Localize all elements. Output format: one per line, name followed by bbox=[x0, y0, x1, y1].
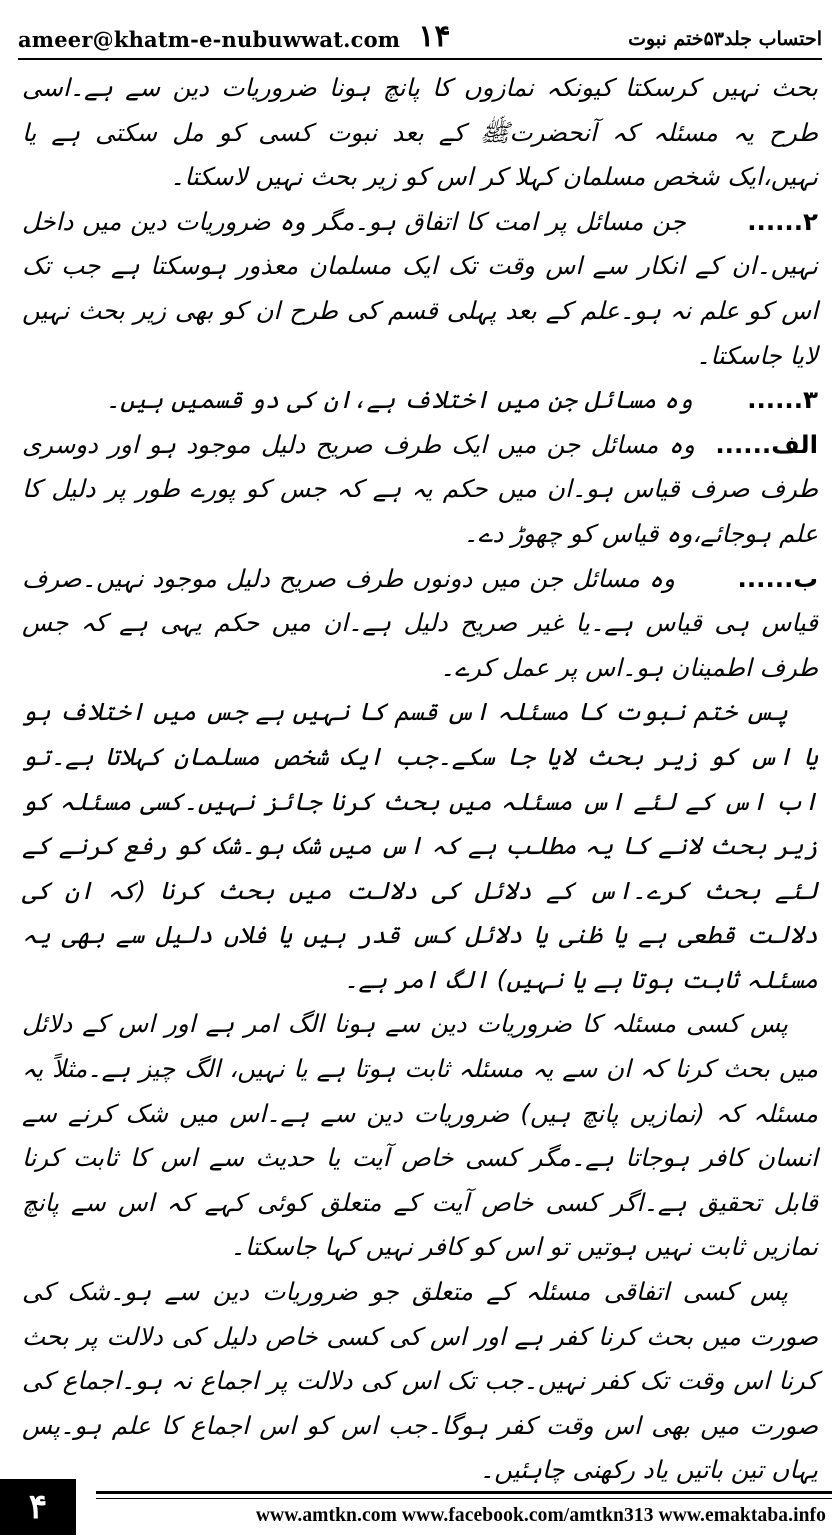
paragraph-8 bbox=[22, 1270, 818, 1493]
footer-rule-thick bbox=[96, 1491, 832, 1494]
header-left-group bbox=[18, 19, 451, 58]
page-number: ۱۴ bbox=[418, 19, 451, 54]
paragraph-text: پس کسی مسئلہ کا ضروریات دین سے ہونا الگ امر ہے اور اس کے دلائل میں بحث کرنا کہ ان سے یہ مسئلہ ثابت ہوتا ہے یا نہیں، الگ چیز ہے۔مثلاً یہ مسئلہ کہ (نمازیں پانچ ہیں) ضروریات دین سے ہے۔اس میں شک کرنے سے انسان کافر ہوجاتا ہے۔مگر کسی خاص آیت یا حدیث سے اس کا ثابت کرنا قابل تحقیق ہے۔اگر کسی خاص آیت کے متعلق کوئی کہے کہ اس سے پانچ نمازیں ثابت نہیں ہوتیں تو اس کو کافر نہیں کہا جاسکتا۔ bbox=[22, 1009, 818, 1262]
paragraph-text: پس کسی اتفاقی مسئلہ کے متعلق جو ضروریات دین سے ہو۔شک کی صورت میں بحث کرنا کفر ہے اور اس کی کسی خاص دلیل کی دلالت پر بحث کرنا اس وقت تک کفر نہیں۔جب تک اس کی دلالت پر اجماع نہ ہو۔اجماع کی صورت میں بھی اس وقت کفر ہوگا۔جب اس کو اس اجماع کا علم ہو۔پس یہاں تین باتیں یاد رکھنی چاہئیں۔ bbox=[22, 1277, 818, 1485]
paragraph-4 bbox=[22, 423, 818, 557]
page-header bbox=[18, 0, 822, 60]
paragraph-text: وہ مسائل جن میں اختلاف ہے،ان کی دو قسمیں ہیں۔ bbox=[105, 385, 693, 415]
paragraph-text: جن مسائل پر امت کا اتفاق ہو۔مگر وہ ضروریات دین میں داخل نہیں۔ان کے انکار سے اس وقت تک ایک مسلمان معذور ہوسکتا ہے جب تک اس کو علم نہ ہو۔علم کے بعد پہلی قسم کی طرح ان کو بھی زیر بحث نہیں لایا جاسکتا۔ bbox=[22, 206, 818, 370]
page-footer bbox=[0, 1478, 840, 1536]
paragraph-1 bbox=[22, 66, 818, 200]
list-marker: ۳...... bbox=[747, 385, 818, 415]
paragraph-3 bbox=[22, 378, 818, 423]
footer-rule-thin bbox=[96, 1498, 832, 1499]
paragraph-text: پس ختم نبوت کا مسئلہ اس قسم کا نہیں ہے جس میں اختلاف ہو یا اس کو زیر بحث لایا جا سکے۔جب ایک شخص مسلمان کہلاتا ہے۔تو اب اس کے لئے اس مسئلہ میں بحث کرنا جائز نہیں۔کسی مسئلہ کو زیر بحث لانے کا یہ مطلب ہے کہ اس میں شک ہو۔شک کو رفع کرنے کے لئے بحث کرے۔اس کے دلائل کی دلالت میں بحث کرنا (کہ ان کی دلالت قطعی ہے یا ظنی یا دلائل کس قدر ہیں یا فلاں دلیل سے بھی یہ مسئلہ ثابت ہوتا ہے یا نہیں) الگ امر ہے۔ bbox=[22, 697, 818, 994]
footer-links: www.amtkn.com www.facebook.com/amtkn313 www.emaktaba.info bbox=[255, 1505, 826, 1526]
footer-page-box: ۴ bbox=[0, 1479, 76, 1535]
paragraph-2 bbox=[22, 200, 818, 378]
header-email: ameer@khatm-e-nubuwwat.com bbox=[18, 27, 401, 52]
list-marker: الف...... bbox=[715, 429, 818, 459]
page-body bbox=[22, 66, 819, 1485]
paragraph-5 bbox=[22, 557, 818, 691]
running-title: احتساب جلد۵۳ختم نبوت bbox=[628, 28, 822, 50]
paragraph-text: بحث نہیں کرسکتا کیونکہ نمازوں کا پانچ ہونا ضروریات دین سے ہے۔اسی طرح یہ مسئلہ کہ آنحضرتﷺ کے بعد نبوت کسی کو مل سکتی ہے یا نہیں،ایک شخص مسلمان کہلا کر اس کو زیر بحث نہیں لاسکتا۔ bbox=[22, 73, 818, 192]
paragraph-text: وہ مسائل جن میں دونوں طرف صریح دلیل موجود نہیں۔صرف قیاس ہی قیاس ہے۔یا غیر صریح دلیل ہے۔ان میں حکم یہی ہے کہ جس طرف اطمینان ہو۔اس پر عمل کرے۔ bbox=[22, 563, 818, 682]
list-marker: ۲...... bbox=[747, 206, 819, 236]
paragraph-text: وہ مسائل جن میں ایک طرف صریح دلیل موجود ہو اور دوسری طرف صرف قیاس ہو۔ان میں حکم یہ ہے کہ جس کو پورے طور پر دلیل کا علم ہوجائے،وہ قیاس کو چھوڑ دے۔ bbox=[22, 429, 818, 548]
list-marker: ب...... bbox=[737, 563, 819, 593]
paragraph-6 bbox=[22, 690, 818, 1002]
footer-links-group bbox=[76, 1479, 840, 1535]
paragraph-7 bbox=[22, 1002, 818, 1270]
